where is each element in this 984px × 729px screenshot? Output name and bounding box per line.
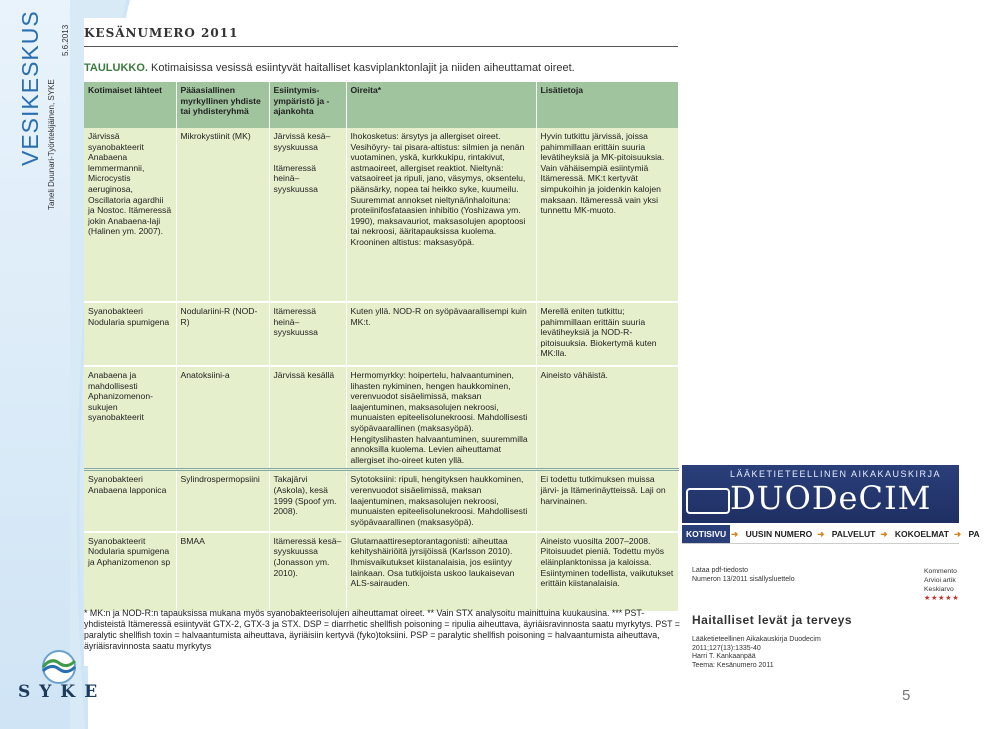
table-header-row (84, 82, 678, 128)
issue-title: KESÄNUMERO 2011 (84, 26, 239, 40)
cell-source: Järvissä syanobakteerit Anabaena lemmermannii, Microcystis aeruginosa, Oscillatoria agardhii ja Nostoc. Itämeressä jokin Anabaena-laji (Halinen ym. 2007). (84, 128, 176, 302)
cell-symptoms: Hermomyrkky: hoipertelu, halvaantuminen, lihasten nykiminen, hengen haukkominen, verenvuodot sisäelimissä, maksan laajentuminen, maksasolujen nekroosi, munuaisten epiteelisolunekroosi. Mahdollisesti syöpävaarallinen (maksasyöpä). Hengityslihasten halvaantuminen, suuremmilla annoksilla kuolema. Levien aiheuttamat allergiset iho-oireet kuten yllä. (346, 366, 536, 470)
nav-arrow-icon: ➜ (954, 529, 962, 539)
article-meta (692, 636, 821, 670)
nav-more[interactable]: PA (968, 529, 980, 539)
duodecim-logo-icon (686, 488, 730, 514)
rating-stars-icon: ★★★★★ (924, 595, 960, 602)
cell-symptoms: Glutamaattireseptorantagonisti: aiheuttaa kehityshäiriöitä jyrsijöissä (Karlsson 2010). Ihmisvaikutukset kiistanalaisia, jos esiintyy lainkaan. Osa tutkijoista uskoo laukaisevan ALS-sairauden. (346, 532, 536, 612)
duodecim-logo: DUODeCIM (730, 479, 932, 517)
brand-vertical (8, 10, 48, 170)
comment-link[interactable]: Kommento (924, 568, 957, 575)
meta-theme: Teema: Kesänumero 2011 (692, 661, 774, 669)
cell-extra: Ei todettu tutkimuksen muissa järvi- ja Itämerinäytteissä. Laji on harvinainen. (536, 470, 678, 532)
nav-arrow-icon: ➜ (731, 529, 739, 539)
table-row (84, 532, 678, 612)
cell-compound: BMAA (176, 532, 269, 612)
cell-compound: Mikrokystiinit (MK) (176, 128, 269, 302)
duodecim-side (924, 567, 959, 603)
meta-citation: 2011;127(13):1335-40 (692, 644, 761, 652)
nav-arrow-icon: ➜ (880, 529, 888, 539)
author-vertical (44, 20, 58, 220)
nav-collections[interactable]: KOKOELMAT (894, 529, 950, 539)
cell-source: Anabaena ja mahdollisesti Aphanizomenon-sukujen syanobakteerit (84, 366, 176, 470)
cell-extra: Aineisto vähäistä. (536, 366, 678, 470)
date-vertical (58, 20, 72, 60)
cell-symptoms: Kuten yllä. NOD-R on syöpävaarallisempi kuin MK:t. (346, 302, 536, 366)
caption-text: Kotimaisissa vesissä esiintyvät haitalliset kasviplanktonlajit ja niiden aiheuttamat oireet. (151, 62, 575, 74)
table-row (84, 128, 678, 302)
table-row (84, 366, 678, 470)
cell-source: Syanobakteeri Nodularia spumigena (84, 302, 176, 366)
cell-environment: Itämeressä heinä–syyskuussa (269, 302, 346, 366)
cell-symptoms: Ihokosketus: ärsytys ja allergiset oireet. Vesihöyry- tai pisara-altistus: silmien ja nenän vuotaminen, yskä, kurkkukipu, rintakivut, astmaoireet, allergiset reaktiot. Nieltynä: vatsaoireet ja ripuli, jano, väsymys, oksentelu, päänsärky, nopea tai heikko syke, kuumeilu. Suuremmat annokset nieltynä/inhaloituna: proteiinifosfataasien inhibitio (Yoshizawa ym. 1990), maksavauriot, maksasolujen apoptoosi tai nekroosi, ääritapauksissa kuolema. Krooninen altistus: maksasyöpä. (346, 128, 536, 302)
nav-arrow-icon: ➜ (817, 529, 825, 539)
cell-compound: Nodulariini-R (NOD-R) (176, 302, 269, 366)
col-header: Oireita* (346, 82, 536, 128)
plankton-table (84, 82, 679, 613)
syke-logo-text: SYKE (18, 682, 107, 702)
caption-label: TAULUKKO. (84, 62, 148, 74)
table-caption (84, 62, 575, 74)
duodecim-nav (682, 525, 980, 544)
rate-link[interactable]: Arvioi artik (924, 577, 956, 584)
duodecim-screenshot (682, 465, 980, 690)
cell-source: Syanobakteerit Nodularia spumigena ja Aphanizomenon sp (84, 532, 176, 612)
col-header: Lisätietoja (536, 82, 678, 128)
toc-link[interactable]: Numeron 13/2011 sisällysluettelo (692, 576, 795, 583)
cell-extra: Aineisto vuosilta 2007–2008. Pitoisuudet pieniä. Todettu myös eläinplanktonissa ja kaloissa. Esiintyminen todellista, vaikutukset erittäin kiistanalaisia. (536, 532, 678, 612)
cell-compound: Anatoksiini-a (176, 366, 269, 470)
cell-symptoms: Sytotoksiini: ripuli, hengityksen haukkominen, verenvuodot sisäelimissä, maksan laajentuminen, maksasolujen nekroosi, munuaisten epiteelisolunekroosi. Mahdollisesti syöpävaarallinen (maksasyöpä). (346, 470, 536, 532)
table-row (84, 302, 678, 366)
col-header: Esiintymis-ympäristö ja -ajankohta (269, 82, 346, 128)
nav-home[interactable]: KOTISIVU (682, 525, 730, 543)
duodecim-banner (682, 465, 959, 523)
pdf-download-link[interactable]: Lataa pdf-tiedosto (692, 567, 749, 574)
cell-extra: Hyvin tutkittu järvissä, joissa pahimmillaan erittäin suuria levätiheyksiä ja MK-pitoisuuksia. Vain vähäisempiä esiintymiä Itämeressä. MK:t kertyvät simpukoihin ja joidenkin kalojen maksaan. Itämeressä vain yksi tunnettu MK-muoto. (536, 128, 678, 302)
page-number: 5 (902, 687, 911, 704)
author-text: Taneli Duunari-Työntekijäinen, SYKE (47, 79, 56, 210)
cell-environment: Takajärvi (Askola), kesä 1999 (Spoof ym. 2008). (269, 470, 346, 532)
meta-journal: Lääketieteellinen Aikakauskirja Duodecim (692, 636, 821, 643)
nav-latest-issue[interactable]: UUSIN NUMERO (745, 529, 813, 539)
article-scan (84, 18, 680, 666)
col-header: Kotimaiset lähteet (84, 82, 176, 128)
title-divider (84, 46, 678, 47)
cell-compound: Sylindrospermopsiini (176, 470, 269, 532)
cell-source: Syanobakteeri Anabaena lapponica (84, 470, 176, 532)
table-footnote: * MK:n ja NOD-R:n tapauksissa mukana myös syanobakteerisolujen aiheuttamat oireet. ** Vain STX analysoitu mainittuina kuukausina. *** PST-yhdisteistä Itämeressä esiintyvät GTX-2, GTX-3 ja STX. DSP = diarrhetic shellfish poisoning = ripulia aiheuttava, äyriäisravinnosta saatu myrkytys. PST = paralytic shellfish toxin = halvaantumista aiheuttava, äyriäisiin kertyvä (fyko)toksiini. PSP = paralytic shellfish poisoning = halvaantumista aiheuttava, äyriäisravinnosta saatu myrkytys (84, 608, 680, 651)
meta-author: Harri T. Kankaanpää (692, 653, 756, 660)
brand-text: VESIKESKUS (17, 10, 43, 166)
cell-extra: Merellä eniten tutkittu; pahimmillaan erittäin suuria levätiheyksiä ja NOD-R-pitoisuuksia. Biokertymä kuten MK:lla. (536, 302, 678, 366)
duodecim-links (692, 566, 795, 584)
cell-environment: Järvissä kesä–syyskuussa Itämeressä heinä–syyskuussa (269, 128, 346, 302)
cell-environment: Järvissä kesällä (269, 366, 346, 470)
average-label: Keskiarvo (924, 586, 954, 593)
table-row (84, 470, 678, 532)
col-header: Pääasiallinen myrkyllinen yhdiste tai yhdisteryhmä (176, 82, 269, 128)
nav-services[interactable]: PALVELUT (831, 529, 876, 539)
cell-environment: Itämeressä kesä–syyskuussa (Jonasson ym. 2010). (269, 532, 346, 612)
article-headline: Haitalliset levät ja terveys (692, 613, 853, 627)
journal-name: LÄÄKETIETEELLINEN AIKAKAUSKIRJA (730, 469, 942, 479)
date-text: 5.6.2013 (61, 24, 70, 56)
